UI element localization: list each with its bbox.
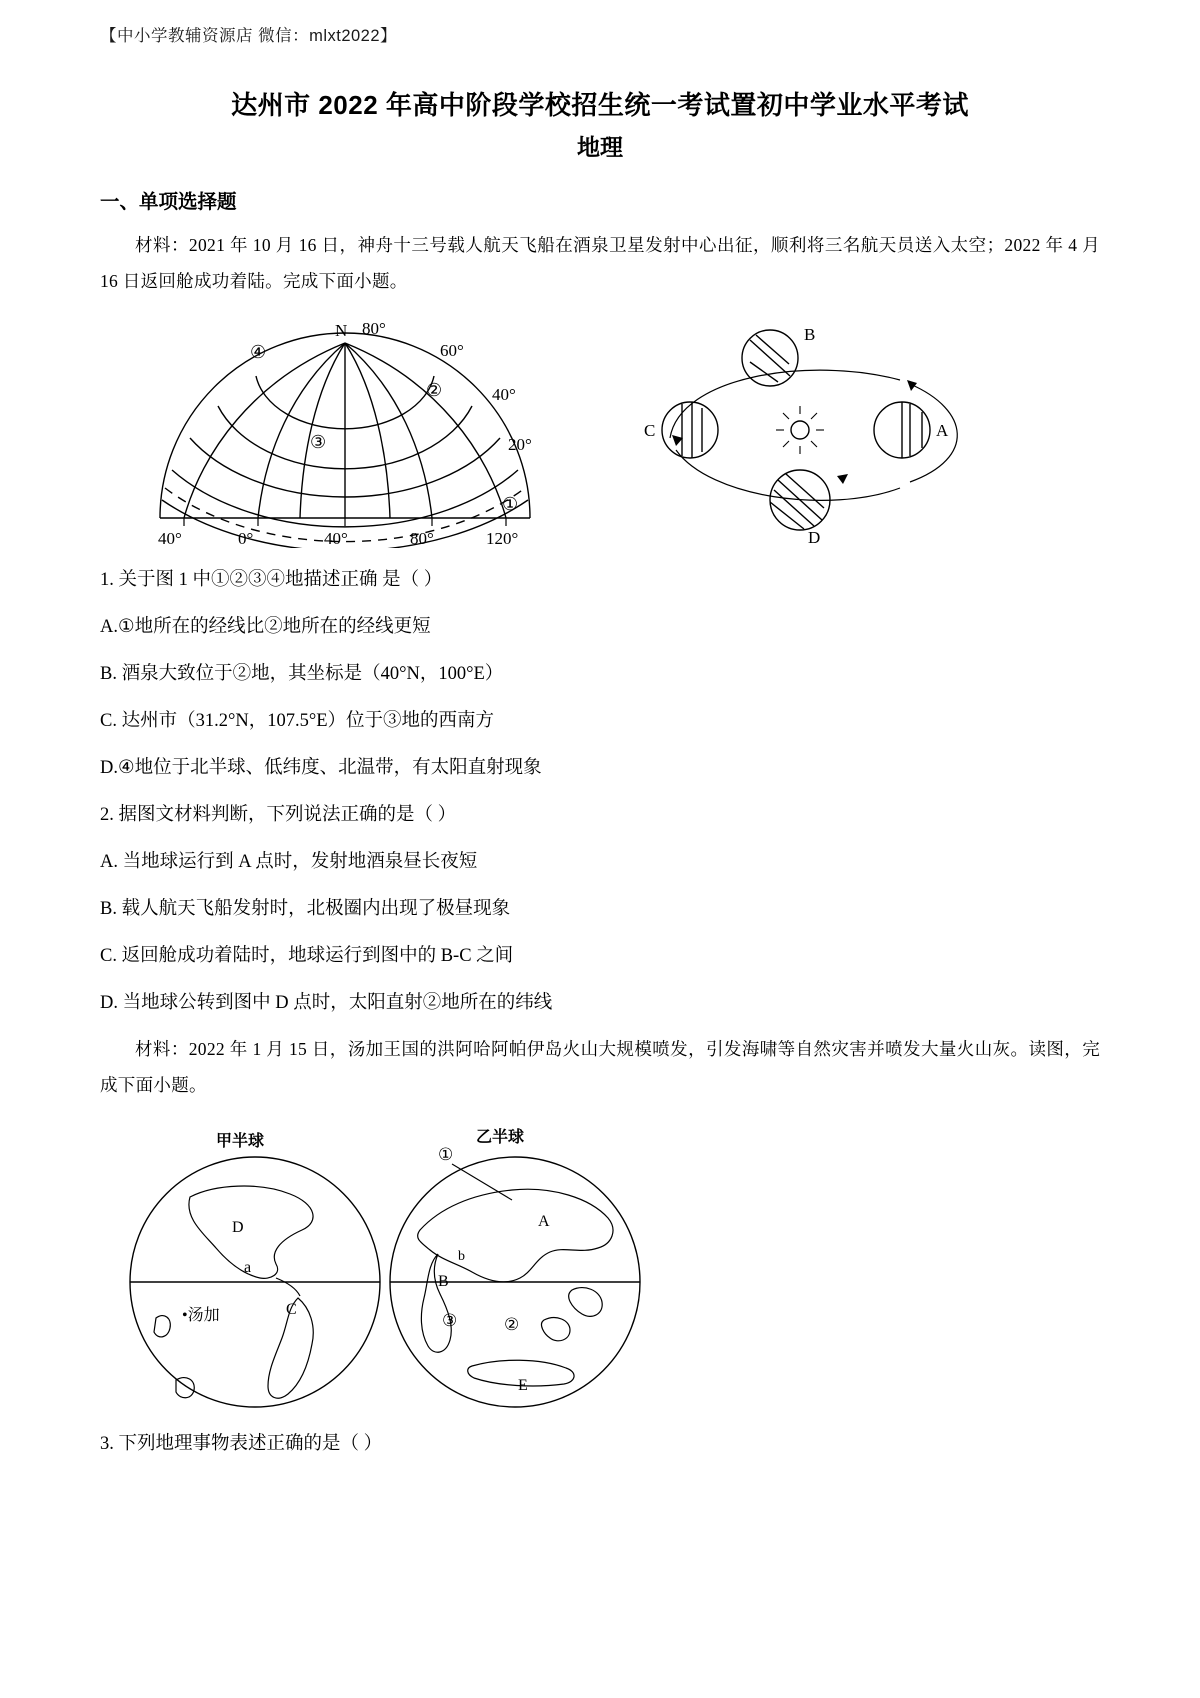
globe-point-1: ① [502,493,519,514]
globe-label-lat80: 80° [362,318,386,338]
material-paragraph-2: 材料：2022 年 1 月 15 日，汤加王国的洪阿哈阿帕伊岛火山大规模喷发，引发海啸等自然灾害并喷发大量火山灰。读图，完成下面小题。 [100,1038,1100,1095]
question-2-option-b: B. 载人航天飞船发射时，北极圈内出现了极昼现象 [100,898,511,919]
question-1-option-c: C. 达州市（31.2°N，107.5°E）位于③地的西南方 [100,710,495,731]
globe-label-lat20: 20° [508,434,532,454]
globe-tick-5: 120° [486,528,519,548]
revolution-label-C: C [644,420,656,440]
map-label-A: A [538,1212,550,1230]
material-paragraph-1: 材料：2021 年 10 月 16 日，神舟十三号载人航天飞船在酒泉卫星发射中心出征，顺利将三名航天员送入太空；2022 年 4 月 16 日返回舱成功着陆。完成下面小题。 [100,235,1100,291]
page-subtitle: 地理 [577,134,623,160]
globe-tick-4: 80° [410,528,434,548]
map-label-B: B [438,1272,449,1290]
question-2-stem: 2. 据图文材料判断，下列说法正确的是（ ） [100,804,457,825]
page-title: 达州市 2022 年高中阶段学校招生统一考试置初中学业水平考试 [231,90,969,120]
globe-tick-2: 0° [238,528,254,548]
globe-point-3: ③ [310,431,327,452]
question-1-option-b: B. 酒泉大致位于②地，其坐标是（40°N，100°E） [100,663,504,684]
map-label-D: D [232,1218,244,1236]
globe-tick-3: 40° [324,528,348,548]
revolution-label-B: B [804,324,816,344]
figure-2-hemispheres [120,1122,1100,1412]
section-heading-choice: 一、单项选择题 [100,191,237,213]
map-label-3: ③ [442,1310,458,1330]
globe-label-pole: N [335,320,348,340]
hemisphere-right-title: 乙半球 [476,1128,525,1146]
question-2-option-a: A. 当地球运行到 A 点时，发射地酒泉昼长夜短 [100,851,478,872]
map-label-1: ① [438,1144,454,1164]
question-1-option-a: A.①地所在的经线比②地所在的经线更短 [100,616,431,637]
figure-1-globe-and-revolution [110,318,1100,548]
question-2-option-d: D. 当地球公转到图中 D 点时，太阳直射②地所在的纬线 [100,992,553,1013]
globe-label-lat40: 40° [492,384,516,404]
map-label-C: C [286,1300,297,1318]
map-label-2: ② [504,1314,520,1334]
question-1-option-d: D.④地位于北半球、低纬度、北温带，有太阳直射现象 [100,757,542,778]
map-label-b: b [458,1248,465,1264]
question-3-stem: 3. 下列地理事物表述正确的是（ ） [100,1433,383,1454]
globe-label-lat60: 60° [440,340,464,360]
revolution-label-D: D [808,527,821,547]
map-label-a: a [244,1258,252,1276]
watermark-text: 【中小学教辅资源店 微信：mlxt2022】 [100,27,398,45]
question-1-stem: 1. 关于图 1 中①②③④地描述正确 是（ ） [100,569,443,590]
question-2-option-c: C. 返回舱成功着陆时，地球运行到图中的 B-C 之间 [100,945,514,966]
hemisphere-left-title: 甲半球 [216,1132,265,1150]
map-label-tonga: •汤加 [182,1306,220,1324]
globe-tick-1: 40° [158,528,182,548]
map-label-E: E [518,1376,528,1394]
globe-point-4: ④ [250,341,267,362]
globe-point-2: ② [426,379,443,400]
revolution-label-A: A [936,420,949,440]
